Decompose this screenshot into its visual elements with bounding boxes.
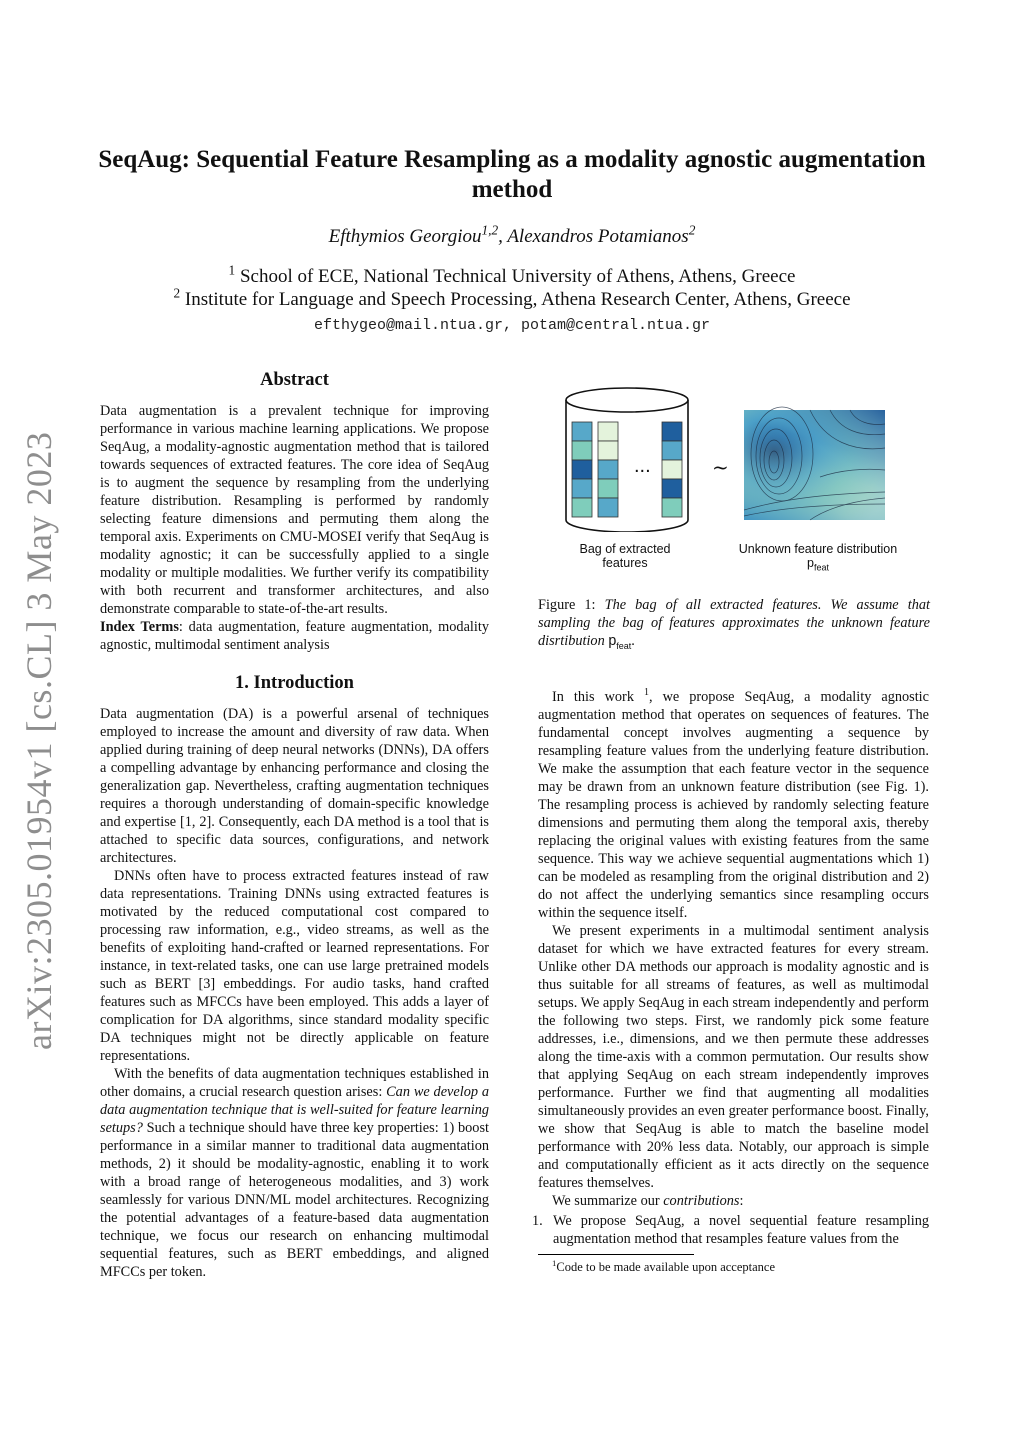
p-symbol: p [807,556,814,570]
abstract-heading: Abstract [260,370,329,390]
affiliation-2 [90,285,934,311]
paper-title [90,145,934,205]
affiliation-1-text: School of ECE, National Technical University of Athens, Athens, Greece [235,266,796,287]
contribution-item-1 [532,1212,929,1248]
research-question: Can we develop a data augmentation technique that is well-suited for feature learning setups? [100,1084,489,1136]
footnote-divider [538,1254,694,1255]
footnote [552,1257,776,1275]
right-paragraph-1 [538,688,929,922]
caption-prefix: Figure 1: [538,597,605,613]
introduction-heading: 1. Introduction [235,673,354,693]
caption-text: The bag of all extracted features. We assume that sampling the bag of features approximates the unknown feature disrtibution [538,597,930,649]
bag-label-line-2: features [602,556,648,570]
intro-paragraph-3 [100,1065,489,1281]
abstract-text: Data augmentation is a prevalent technique for improving performance in various machine learning applications. We propose SeqAug, a modality-agnostic augmentation method that is tailored towards sequences of extracted features. The core idea of SeqAug is to augment the sequence by resampling from the underlying feature distribution. Resampling is performed by randomly selecting feature dimensions and permuting them along the temporal axis. Experiments on CMU-MOSEI verify that SeqAug is modality agnostic; it can be successfully applied to a single modality or multiple modalities. We further verify its compatibility with both recurrent and transformer architectures, and also demonstrate comparable to state-of-the-art results. [100,403,489,617]
figure-1-caption [538,596,930,655]
feature-distribution-contour [744,407,885,520]
ellipsis-glyph: ... [634,455,651,477]
footnote-text: Code to be made available upon acceptance [556,1260,776,1274]
author-1-affil: 1,2 [481,222,499,238]
feature-column-1 [572,422,592,517]
intro-p3-end: Such a technique should have three key properties: 1) boost performance in a similar manner to traditional data augmentation methods, 2) it should be modality-agnostic, enabling it to work with a broad range of heterogeneous modalities, and 3) work seamlessly for various DNN/ML model architectures. Recognizing the potential advantages of a feature-based data augmentation technique, we focus our research on enhancing multimodal sequential features, such as BERT embeddings, and aligned MFCCs per token. [100,1120,489,1280]
distribution-label [728,542,908,573]
abstract-body [100,402,489,654]
index-terms [100,618,489,654]
author-list [90,222,934,248]
caption-subscript: feat [616,640,632,651]
introduction-body [100,705,489,1281]
feature-column-n [662,422,682,517]
bag-label [560,542,690,570]
affiliation-2-marker: 2 [173,285,181,301]
title-line-2: method [471,176,553,203]
arxiv-identifier: arXiv:2305.01954v1 [cs.CL] 3 May 2023 [19,431,59,1050]
intro-p3-start: With the benefits of data augmentation techniques established in other domains, a crucial research question arises: [100,1066,489,1100]
feature-column-2 [598,422,618,517]
distribution-label-line-1: Unknown feature distribution [738,542,898,556]
p-subscript: feat [813,562,829,573]
distribution-label-line-2 [728,556,908,573]
figure-1 [560,382,930,582]
author-emails: efthygeo@mail.ntua.gr, potam@central.ntua.gr [313,317,711,334]
author-2-affil: 2 [688,222,696,238]
right-column-body [538,688,929,1210]
affiliation-2-text: Institute for Language and Speech Processing, Athena Research Center, Athens, Greece [180,289,851,310]
intro-paragraph-1: Data augmentation (DA) is a powerful arsenal of techniques employed to increase the amount and diversity of raw data. When applied during training of deep neural networks (DNNs), DA offers a compelling advantage by enhancing performance and closing the generalization gap. Nevertheless, crafting augmentation techniques requires a thorough understanding of domain-specific knowledge and expertise [1, 2]. Consequently, each DA method is a tool that is attached to specific data sources, configurations, and network architectures. [100,706,489,866]
title-line-1: SeqAug: Sequential Feature Resampling as a modality agnostic augmentation [98,146,926,173]
right-paragraph-3 [538,1192,929,1210]
index-terms-label: Index Terms [100,619,179,635]
author-1: Efthymios Georgiou [328,226,482,247]
index-terms-text: : data augmentation, feature augmentation, modality agnostic, multimodal sentiment analysis [100,619,489,653]
contribution-text: We propose SeqAug, a novel sequential feature resampling augmentation method that resamples feature values from the [553,1213,929,1247]
contributions-word: contributions [663,1193,740,1209]
tilde-symbol: ~ [712,455,729,479]
footnote-marker: 1 [643,687,649,699]
right-p3-end: : [739,1193,744,1209]
author-separator: , [498,226,508,247]
caption-symbol: p [608,633,617,649]
footnote-number: 1 [552,1257,557,1268]
right-p1-start: In this work [552,689,644,705]
affiliation-1-marker: 1 [228,262,236,278]
author-2: Alexandros Potamianos [507,226,689,247]
contribution-number: 1. [532,1213,543,1229]
intro-paragraph-2: DNNs often have to process extracted features instead of raw data representations. Training DNNs using extracted features is motivated by the reduced computational cost compared to processing raw information, e.g., video streams, as well as the benefits of exploiting hand-crafted or learned representations. For instance, in text-related tasks, one can use large pretrained models such as BERT [3] embeddings. For audio tasks, hand crafted features such as MFCCs have been employed. This adds a layer of complication for DA algorithms, since standard modality specific DA techniques might not be directly applicable on feature representations. [100,868,489,1064]
affiliation-1 [90,262,934,288]
right-p1-end: , we propose SeqAug, a modality agnostic augmentation method that operates on sequences of features. The fundamental concept involves augmenting a sequence by resampling feature values from the underlying feature distribution. We make the assumption that each feature vector in the sequence may be drawn from an unknown feature distribution (see Fig. 1). The resampling process is achieved by randomly selecting feature dimensions and permuting them along the temporal axis, thereby replacing the original values with existing features from the same sequence. This way we achieve sequential augmentations which 1) can be modeled as resampling from the original distribution and 2) do not affect the underlying semantics since resampling occurs within the sequence itself. [538,689,930,921]
right-p3-start: We summarize our [552,1193,664,1209]
figure-1-graphic [560,382,930,532]
caption-end: . [631,633,635,649]
right-paragraph-2: We present experiments in a multimodal sentiment analysis dataset for which we have extracted features for every stream. Unlike other DA methods our approach is modality agnostic and is thus suitable for all streams of features, as well as multimodal setups. We apply SeqAug in each stream independently and perform the following two steps. First, we randomly pick some feature addresses, i.e., dimensions, and we then permute these addresses along the time-axis with a common permutation. Our results show that applying SeqAug on each stream independently improves performance. Further we find that augmenting all modalities simultaneously provides an even greater performance boost. Finally, we show that SeqAug is able to match the baseline model performance with 20% less data. Notably, our approach is simple and computationally efficient as it acts directly on the sequence features themselves. [538,923,929,1191]
bag-label-line-1: Bag of extracted [579,542,671,556]
